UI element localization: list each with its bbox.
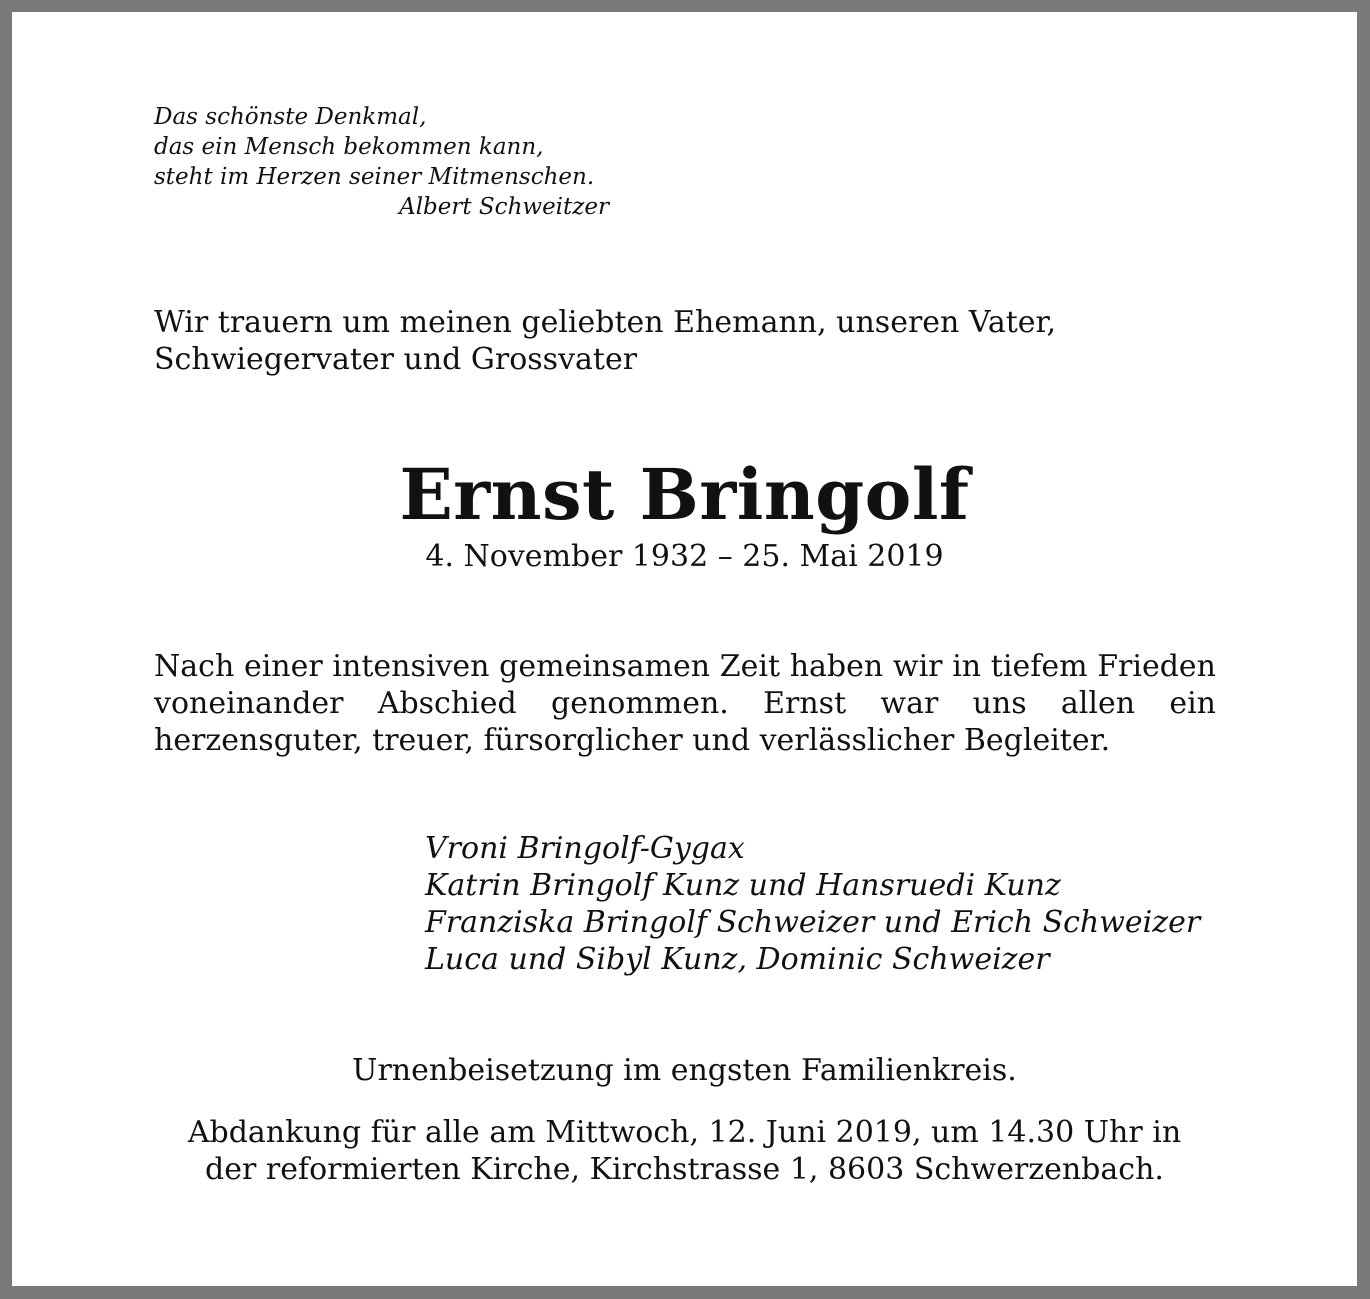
intro-text: [154, 304, 1224, 378]
intro-line: Schwiegervater und Grossvater: [154, 342, 638, 377]
mourner-entry: Katrin Bringolf Kunz und Hansruedi Kunz: [425, 868, 1061, 903]
epigraph-quote: [154, 102, 614, 222]
quote-author: Albert Schweitzer: [399, 194, 609, 220]
ceremony-line: der reformierten Kirche, Kirchstrasse 1, 8603 Schwerzenbach.: [205, 1152, 1164, 1187]
deceased-name: Ernst Bringolf: [399, 453, 970, 536]
intro-line: Wir trauern um meinen geliebten Ehemann, unseren Vater,: [154, 305, 1057, 340]
farewell-paragraph: Nach einer intensiven gemeinsamen Zeit haben wir in tiefem Frieden voneinander Abschied genommen. Ernst war uns allen ein herzensguter, treuer, fürsorglicher und verlässlicher Begleiter.: [154, 649, 1216, 758]
obituary-page: [12, 12, 1357, 1286]
life-dates: 4. November 1932 – 25. Mai 2019: [425, 539, 944, 574]
quote-line: steht im Herzen seiner Mitmenschen.: [154, 164, 595, 190]
mourner-entry: Vroni Bringolf-Gygax: [425, 831, 745, 866]
quote-line: Das schönste Denkmal,: [154, 104, 427, 130]
mourners-list: [425, 830, 1200, 978]
quote-line: das ein Mensch bekommen kann,: [154, 134, 544, 160]
ceremony-line: Abdankung für alle am Mittwoch, 12. Juni 2019, um 14.30 Uhr in: [187, 1115, 1182, 1150]
ceremony-details: [12, 1114, 1357, 1188]
mourner-entry: Luca und Sibyl Kunz, Dominic Schweizer: [425, 942, 1050, 977]
mourner-entry: Franziska Bringolf Schweizer und Erich Schweizer: [425, 905, 1201, 940]
burial-notice: Urnenbeisetzung im engsten Familienkreis.: [352, 1053, 1017, 1088]
